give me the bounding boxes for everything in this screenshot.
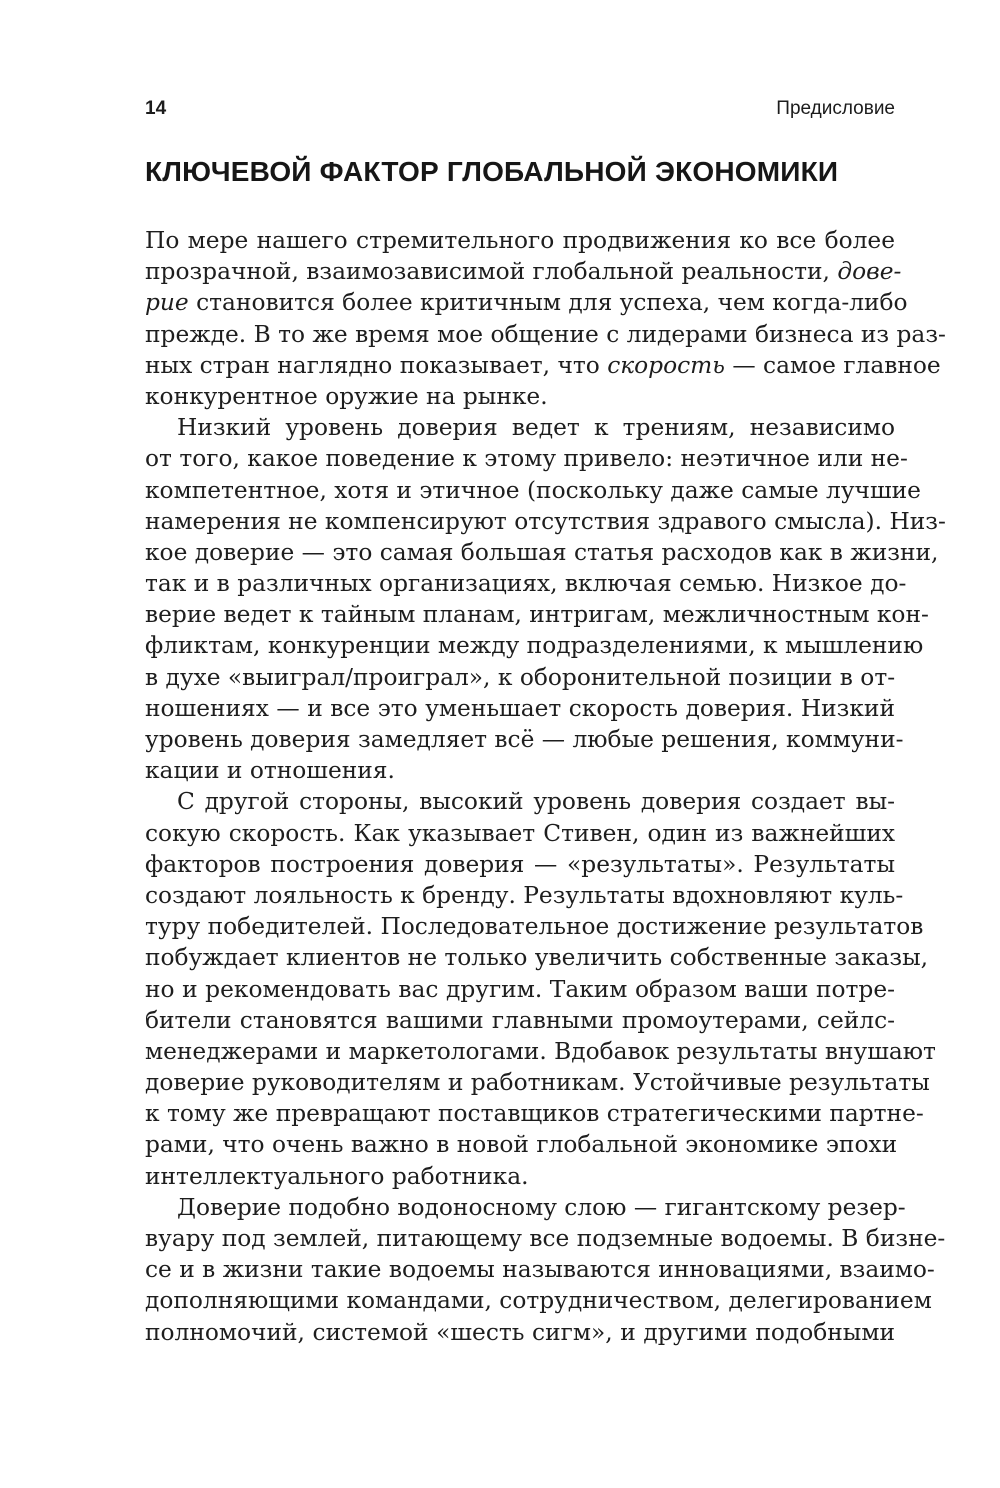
text-line: к тому же превращают поставщиков стратегическими партне-: [145, 1100, 924, 1128]
text-line: интеллектуального работника.: [145, 1162, 529, 1190]
text-line: создают лояльность к бренду. Результаты вдохновляют куль-: [145, 881, 904, 909]
text-line: так и в различных организациях, включая семью. Низкое до-: [145, 570, 907, 598]
text-line: рие становится более критичным для успеха, чем когда-либо: [145, 289, 908, 317]
text-line: компетентное, хотя и этичное (поскольку даже самые лучшие: [145, 476, 921, 504]
text-line: вуару под землей, питающему все подземные водоемы. В бизне-: [145, 1225, 946, 1252]
text-line: конкурентное оружие на рынке.: [145, 382, 548, 410]
text-line: верие ведет к тайным планам, интригам, межличностным кон-: [145, 601, 929, 629]
text-line: се и в жизни такие водоемы называются инновациями, взаимо-: [145, 1256, 935, 1284]
text-line: побуждает клиентов не только увеличить собственные заказы,: [145, 944, 929, 972]
body-text: [145, 225, 946, 1348]
text-line: фликтам, конкуренции между подразделениями, к мышлению: [145, 632, 924, 660]
text-line: Низкий уровень доверия ведет к трениям, независимо: [177, 414, 895, 442]
text-line: менеджерами и маркетологами. Вдобавок результаты внушают: [145, 1037, 936, 1065]
italic-term: дове-: [837, 258, 902, 286]
text-line: кое доверие — это самая большая статья расходов как в жизни,: [145, 538, 939, 566]
text-line: кации и отношения.: [145, 757, 395, 785]
text-line: С другой стороны, высокий уровень доверия создает вы-: [177, 788, 895, 816]
section-heading: КЛЮЧЕВОЙ ФАКТОР ГЛОБАЛЬНОЙ ЭКОНОМИКИ: [145, 156, 839, 187]
text-line: ных стран наглядно показывает, что скорость — самое главное: [145, 351, 941, 379]
text-line: ношениях — и все это уменьшает скорость доверия. Низкий: [145, 694, 895, 722]
italic-term: рие: [145, 289, 189, 317]
text-line: прозрачной, взаимозависимой глобальной реальности, дове-: [145, 258, 902, 286]
text-line: По мере нашего стремительного продвижения ко все более: [145, 227, 895, 254]
text-line: уровень доверия замедляет всё — любые решения, коммуни-: [145, 726, 904, 753]
text-line: Доверие подобно водоносному слою — гигантскому резер-: [177, 1193, 906, 1221]
text-line: сокую скорость. Как указывает Стивен, один из важнейших: [145, 819, 895, 847]
text-line: полномочий, системой «шесть сигм», и другими подобными: [145, 1318, 895, 1346]
page-number: 14: [145, 98, 167, 119]
text-line: рами, что очень важно в новой глобальной экономике эпохи: [145, 1131, 898, 1159]
text-line: туру победителей. Последовательное достижение результатов: [145, 913, 924, 941]
text-line: дополняющими командами, сотрудничеством, делегированием: [145, 1287, 932, 1315]
text-line: намерения не компенсируют отсутствия здравого смысла). Низ-: [145, 507, 946, 535]
text-line: бители становятся вашими главными промоутерами, сейлс-: [145, 1006, 895, 1034]
text-line: от того, какое поведение к этому привело: неэтичное или не-: [145, 445, 908, 473]
text-line: доверие руководителям и работникам. Устойчивые результаты: [145, 1069, 930, 1097]
italic-term: скорость: [607, 351, 725, 379]
running-title: Предисловие: [776, 98, 895, 119]
running-head: [145, 98, 895, 128]
text-line: но и рекомендовать вас другим. Таким образом ваши потре-: [145, 975, 895, 1003]
text-line: в духе «выиграл/проиграл», к оборонительной позиции в от-: [145, 663, 896, 691]
text-line: факторов построения доверия — «результаты». Результаты: [145, 850, 895, 878]
text-line: прежде. В то же время мое общение с лидерами бизнеса из раз-: [145, 320, 946, 348]
